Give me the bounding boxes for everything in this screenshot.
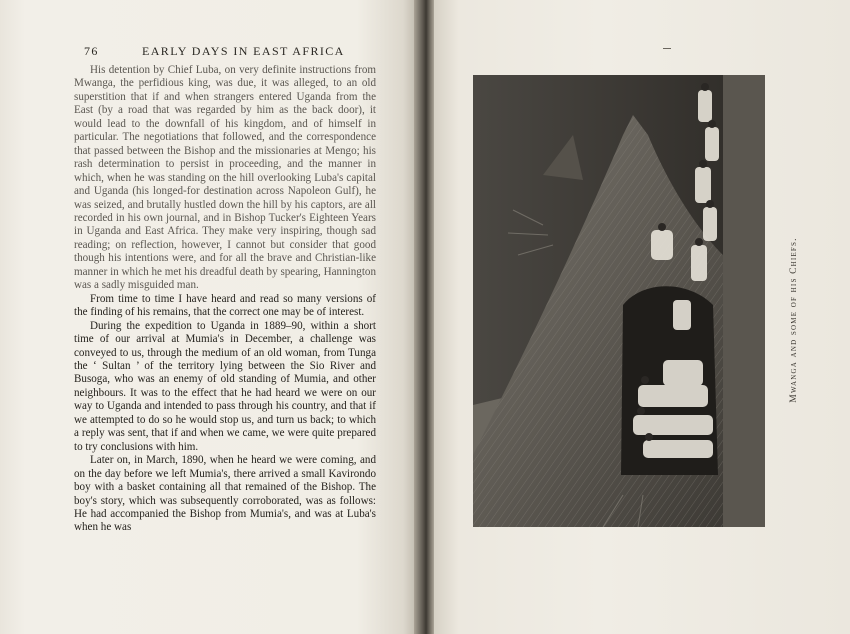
page-header <box>84 44 374 62</box>
paragraph: Later on, in March, 1890, when he heard we were coming, and on the day before we left Mumia's, there arrived a small Kavirondo boy with a basket containing all that remained of the Bishop. The boy's story, which was subsequently corroborated, was as follows: He had accompanied the Bishop from Mumia's, and was at Luba's when he was <box>74 454 376 534</box>
book-gutter <box>414 0 436 634</box>
photograph <box>473 75 765 527</box>
page-number: 76 <box>84 44 99 58</box>
page-mark <box>663 48 671 49</box>
left-page <box>0 0 420 634</box>
paragraph: His detention by Chief Luba, on very definite instructions from Mwanga, the perfidious king, was due, it was alleged, to an old superstition that if and when strangers entered Uganda from the East (by a road that was regarded by him as the back door), it would lead to the downfall of his kingdom, and of himself in particular. The negotiations that followed, and the correspondence that passed between the Bishop and the missionaries at Mengo; his rash determination to persist in proceeding, and the manner in which, when he was standing on the hill overlooking Luba's capital and Uganda (his longed-for destination across Napoleon Gulf), he was seized, and brutally hustled down the hill by his captors, are all recorded in his own journal, and in Bishop Tucker's Eighteen Years in Uganda and East Africa. They make very inspiring, though sad reading; on reflection, however, I cannot but consider that good though his intentions were, and for all the brave and Christian-like manner in which he met his dreadful death by spearing, Hannington was a sadly misguided man. <box>74 64 376 292</box>
caption-text: Mwanga and some of his Chiefs. <box>789 237 799 403</box>
photo-plate <box>473 75 765 527</box>
plate-caption <box>784 230 804 410</box>
running-title: EARLY DAYS IN EAST AFRICA <box>142 44 345 58</box>
paragraph: During the expedition to Uganda in 1889–90, within a short time of our arrival at Mumia's in December, a challenge was conveyed to us, through the medium of an old woman, from Tunga the ‘ Sultan ’ of the territory lying between the Sio River and Busoga, who was an enemy of old standing of Mumia, and other neighbours. It was to the effect that he had heard we were on our way to Uganda and intended to pass through his country, and that if we attempted to do so he would stop us, and turn us back; to which a reply was sent, that if and when we came, we were quite prepared to try conclusions with him. <box>74 319 376 453</box>
paragraph: From time to time I have heard and read so many versions of the finding of his remains, that the correct one may be of interest. <box>74 292 376 319</box>
body-text <box>74 64 376 535</box>
